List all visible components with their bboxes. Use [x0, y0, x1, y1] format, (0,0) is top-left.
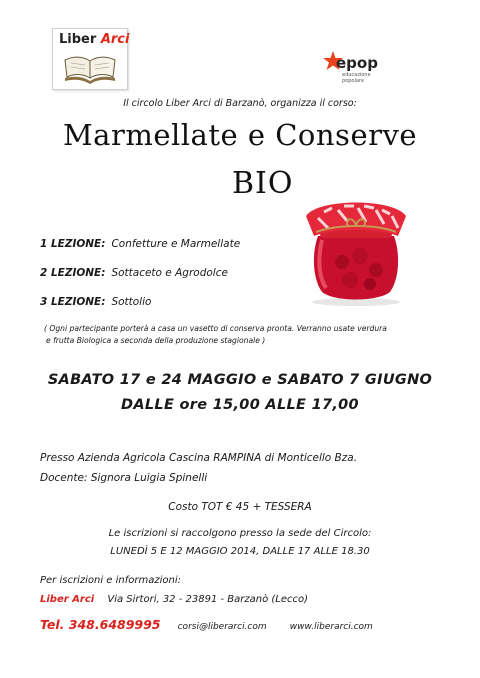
liber-arci-wordmark: Liber Arci: [59, 32, 130, 47]
lesson-2: [40, 267, 228, 279]
epop-subtitle: educazione popolare: [342, 72, 371, 84]
registration-line-1: Le iscrizioni si raccolgono presso la sede del Circolo:: [108, 528, 372, 539]
open-book-icon: [63, 51, 117, 85]
liber-arci-logo: [52, 28, 128, 90]
course-note: [44, 323, 464, 347]
intro-text: Il circolo Liber Arci di Barzanò, organizza il corso:: [123, 98, 357, 109]
lesson-1-topic: Confetture e Marmellate: [111, 238, 241, 250]
website-link[interactable]: www.liberarci.com: [289, 622, 373, 632]
contact-phone-line: [40, 614, 373, 633]
lesson-3-topic: Sottolio: [111, 296, 152, 308]
lesson-1: [40, 238, 240, 250]
org-name: Liber Arci: [40, 594, 95, 605]
course-note-line-2: e frutta Biologica a seconda della produzione stagionale ): [46, 336, 266, 345]
epop-wordmark: epop: [336, 54, 378, 72]
contact-heading: Per iscrizioni e informazioni:: [40, 575, 181, 586]
dates-line-1: SABATO 17 e 24 MAGGIO e SABATO 7 GIUGNO: [47, 372, 433, 388]
epop-logo: [322, 48, 392, 88]
jam-jar-image: [298, 178, 418, 308]
dates-line-2: DALLE ore 15,00 ALLE 17,00: [121, 397, 359, 413]
page-title: Marmellate e Conserve: [62, 118, 418, 152]
page-title-bio: BIO: [232, 166, 294, 201]
lesson-3: [40, 296, 151, 308]
teacher-text: Docente: Signora Luigia Spinelli: [40, 472, 208, 484]
address-text: Via Sirtori, 32 - 23891 - Barzanò (Lecco): [107, 594, 309, 605]
lesson-2-topic: Sottaceto e Agrodolce: [111, 267, 228, 279]
lesson-2-number: 2 LEZIONE:: [40, 267, 106, 279]
lesson-3-number: 3 LEZIONE:: [40, 296, 106, 308]
phone-number: Tel. 348.6489995: [40, 617, 161, 632]
lesson-1-number: 1 LEZIONE:: [40, 238, 106, 250]
course-note-line-1: ( Ogni partecipante porterà a casa un vasetto di conserva pronta. Verranno usate verdura: [44, 324, 387, 333]
contact-address-line: [40, 594, 308, 605]
cost-text: Costo TOT € 45 + TESSERA: [168, 501, 312, 513]
venue-text: Presso Azienda Agricola Cascina RAMPINA di Monticello Bza.: [40, 452, 358, 464]
registration-line-2: LUNEDÌ 5 E 12 MAGGIO 2014, DALLE 17 ALLE 18.30: [110, 546, 370, 557]
email-link[interactable]: corsi@liberarci.com: [177, 622, 267, 632]
